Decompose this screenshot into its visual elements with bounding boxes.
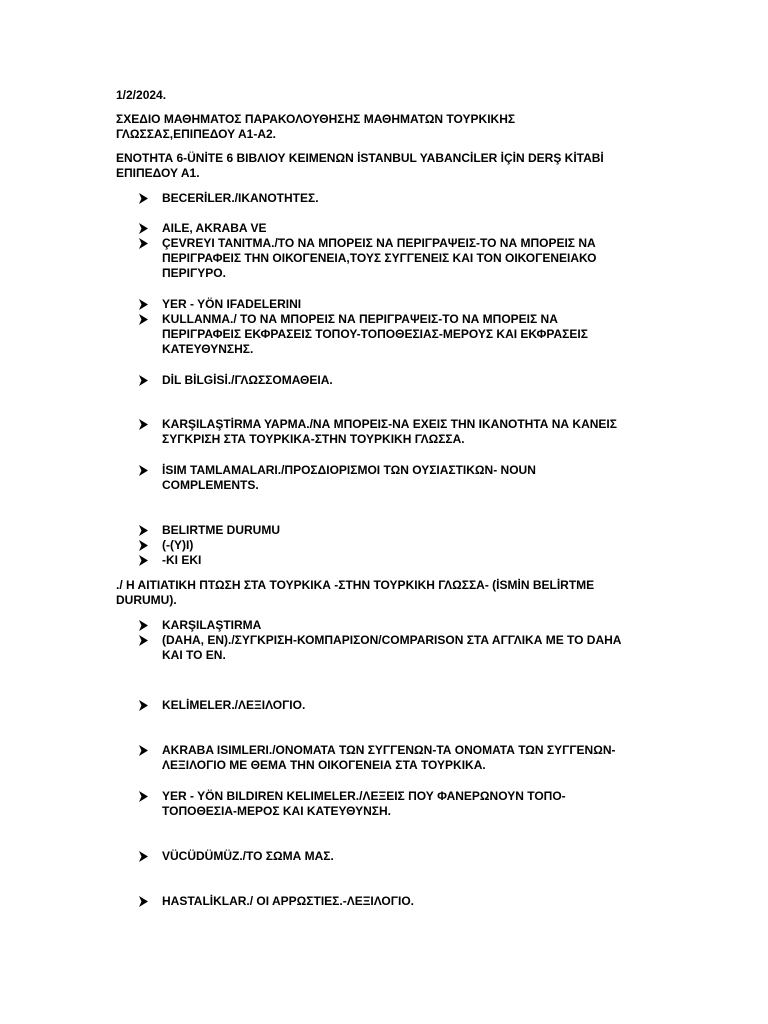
list-item: [138, 553, 638, 568]
list-item-text: AILE, AKRABA VE: [162, 221, 267, 235]
arrowhead-bullet-icon: [138, 373, 162, 388]
list-item-text: (DAHA, EN)./ΣΥΓΚΡΙΣΗ-ΚΟΜΠΑΡΙΣΟΝ/COMPARISON ΣΤΑ ΑΓΓΛΙΚΑ ΜΕ ΤΟ DAHA ΚΑΙ ΤΟ EN.: [162, 633, 622, 662]
list-item-text: VÜCÜDÜMÜZ./ΤΟ ΣΩΜΑ ΜΑΣ.: [162, 849, 334, 863]
arrowhead-bullet-icon: [138, 191, 162, 206]
list-item: [138, 743, 658, 773]
list-item-text: YER - YÖN IFADELERINI: [162, 297, 302, 311]
list-item-text: İSIM TAMLAMALARI./ΠΡΟΣΔΙΟΡΙΣΜΟΙ ΤΩΝ ΟΥΣΙΑΣΤΙΚΩΝ- NOUN COMPLEMENTS.: [162, 463, 536, 492]
list-item-text: KULLANMA./ ΤΟ ΝΑ ΜΠΟΡΕΙΣ ΝΑ ΠΕΡΙΓΡΑΨΕΙΣ-ΤΟ ΝΑ ΜΠΟΡΕΙΣ ΝΑ ΠΕΡΙΓΡΑΦΕΙΣ ΕΚΦΡΑΣΕΙΣ ΤΟΠΟΥ-ΤΟΠΟΘΕΣΙΑΣ-ΜΕΡΟΥΣ ΚΑΙ ΕΚΦΡΑΣΕΙΣ ΚΑΤΕΥΘΥΝΣΗΣ.: [162, 312, 588, 356]
arrowhead-bullet-icon: [138, 894, 162, 909]
list-item: [138, 417, 618, 447]
list-item: [138, 297, 638, 312]
list-item-text: ÇEVREYI TANITMA./ΤΟ ΝΑ ΜΠΟΡΕΙΣ ΝΑ ΠΕΡΙΓΡΑΨΕΙΣ-ΤΟ ΝΑ ΜΠΟΡΕΙΣ ΝΑ ΠΕΡΙΓΡΑΦΕΙΣ ΤΗΝ ΟΙΚΟΓΕΝΕΙΑ,ΤΟΥΣ ΣΥΓΓΕΝΕΙΣ ΚΑΙ ΤΟΝ ΟΙΚΟΓΕΝΕΙΑΚΟ ΠΕΡΙΓΥΡΟ.: [162, 236, 597, 280]
arrowhead-bullet-icon: [138, 463, 162, 478]
list-item-text: -KI EKI: [162, 553, 202, 567]
arrowhead-bullet-icon: [138, 538, 162, 553]
list-item: [138, 538, 638, 553]
list-item-text: KARŞILAŞTİRMA YAPMA./ΝΑ ΜΠΟΡΕΙΣ-ΝΑ ΕΧΕΙΣ ΤΗΝ ΙΚΑΝΟΤΗΤΑ ΝΑ ΚΑΝΕΙΣ ΣΥΓΚΡΙΣΗ ΣΤΑ ΤΟΥΡΚΙΚΑ-ΣΤΗΝ ΤΟΥΡΚΙΚΗ ΓΛΩΣΣΑ.: [162, 417, 617, 446]
arrowhead-bullet-icon: [138, 789, 162, 804]
list-item: [138, 894, 638, 909]
unit-heading: ΕΝΟΤΗΤΑ 6-ÜNİTE 6 ΒΙΒΛΙΟΥ ΚΕΙΜΕΝΩΝ İSTANBUL YABANCİLER İÇİN DERŞ KİTABİ ΕΠΙΠΕΔΟΥ Α1.: [116, 151, 604, 180]
list-item: [138, 698, 638, 713]
list-item: [138, 633, 638, 663]
list-item: [138, 789, 618, 819]
list-item-text: KARŞILAŞTIRMA: [162, 618, 262, 632]
list-item: [138, 221, 638, 236]
list-item-text: BELIRTME DURUMU: [162, 523, 280, 537]
list-item-text: AKRABA ISIMLERI./ΟΝΟΜΑΤΑ ΤΩΝ ΣΥΓΓΕΝΩΝ-ΤΑ ΟΝΟΜΑΤΑ ΤΩΝ ΣΥΓΓΕΝΩΝ-ΛΕΞΙΛΟΓΙΟ ΜΕ ΘΕΜΑ ΤΗΝ ΟΙΚΟΓΕΝΕΙΑ ΣΤΑ ΤΟΥΡΚΙΚΑ.: [162, 743, 616, 772]
arrowhead-bullet-icon: [138, 618, 162, 633]
list-item: [138, 849, 638, 864]
arrowhead-bullet-icon: [138, 849, 162, 864]
document-date: 1/2/2024.: [116, 88, 167, 102]
arrowhead-bullet-icon: [138, 553, 162, 568]
list-item-text: BECERİLER./ΙΚΑΝΟΤΗΤΕΣ.: [162, 191, 319, 205]
list-item-text: DİL BİLGİSİ./ΓΛΩΣΣΟΜΑΘΕΙΑ.: [162, 373, 333, 387]
arrowhead-bullet-icon: [138, 221, 162, 236]
arrowhead-bullet-icon: [138, 312, 162, 327]
list-item: [138, 236, 638, 281]
arrowhead-bullet-icon: [138, 297, 162, 312]
arrowhead-bullet-icon: [138, 743, 162, 758]
document-title: ΣΧΕΔΙΟ ΜΑΘΗΜΑΤΟΣ ΠΑΡΑΚΟΛΟΥΘΗΣΗΣ ΜΑΘΗΜΑΤΩΝ ΤΟΥΡΚΙΚΗΣ ΓΛΩΣΣΑΣ,ΕΠΙΠΕΔΟΥ Α1-Α2.: [116, 112, 516, 141]
list-item-text: (-(Y)I): [162, 538, 194, 552]
accusative-note: ./ Η ΑΙΤΙΑΤΙΚΗ ΠΤΩΣΗ ΣΤΑ ΤΟΥΡΚΙΚΑ -ΣΤΗΝ ΤΟΥΡΚΙΚΗ ΓΛΩΣΣΑ- (İSMİN BELİRTME DURUMU).: [116, 578, 595, 607]
list-item: [138, 618, 638, 633]
arrowhead-bullet-icon: [138, 417, 162, 432]
list-item: [138, 312, 638, 357]
list-item: [138, 463, 608, 493]
arrowhead-bullet-icon: [138, 523, 162, 538]
list-item-text: YER - YÖN BILDIREN KELIMELER./ΛΕΞΕΙΣ ΠΟΥ ΦΑΝΕΡΩΝΟΥΝ ΤΟΠΟ-ΤΟΠΟΘΕΣΙΑ-ΜΕΡΟΣ ΚΑΙ ΚΑΤΕΥΘΥΝΣΗ.: [162, 789, 566, 818]
arrowhead-bullet-icon: [138, 236, 162, 251]
list-item: [138, 523, 638, 538]
list-item: [138, 373, 638, 388]
list-item: [138, 191, 638, 206]
arrowhead-bullet-icon: [138, 633, 162, 648]
list-item-text: HASTALİKLAR./ ΟΙ ΑΡΡΩΣΤΙΕΣ.-ΛΕΞΙΛΟΓΙΟ.: [162, 894, 414, 908]
list-item-text: KELİMELER./ΛΕΞΙΛΟΓΙΟ.: [162, 698, 306, 712]
arrowhead-bullet-icon: [138, 698, 162, 713]
